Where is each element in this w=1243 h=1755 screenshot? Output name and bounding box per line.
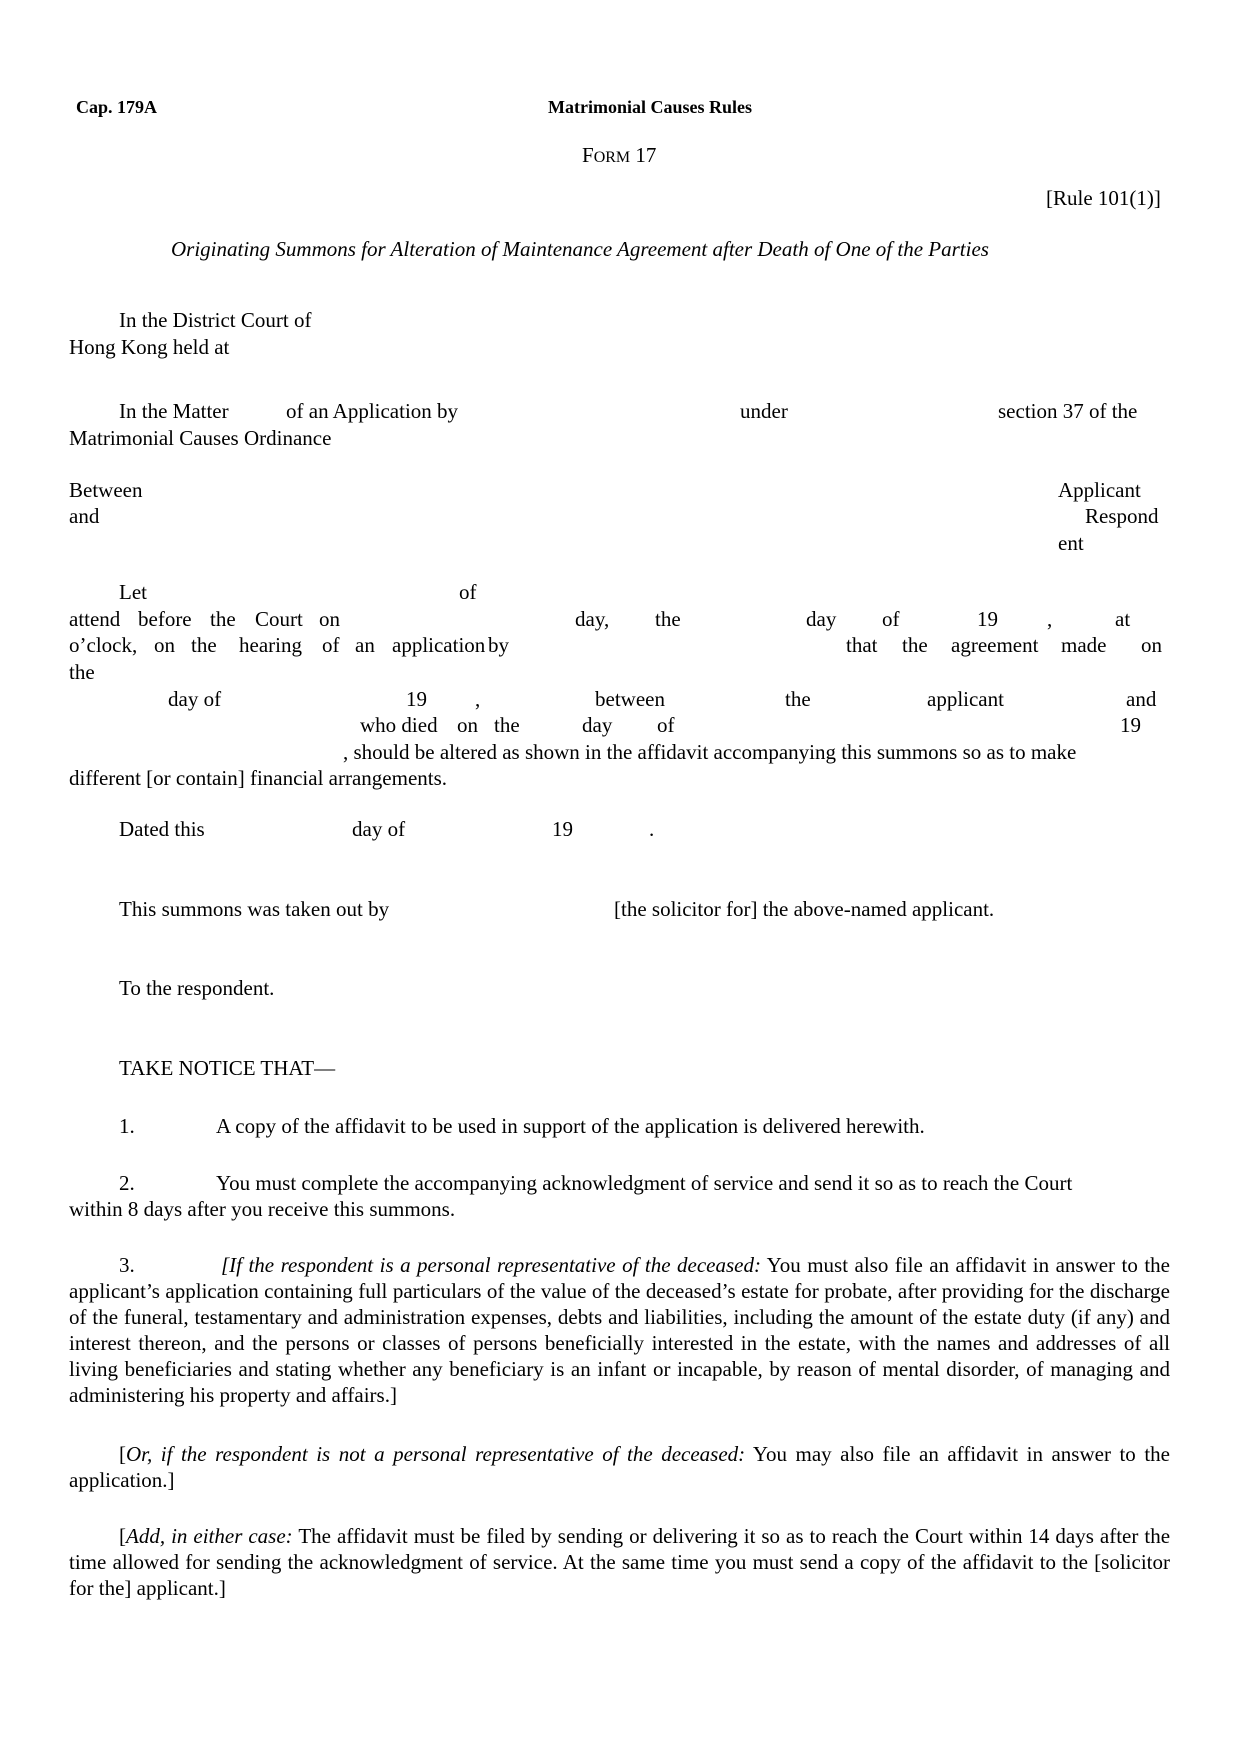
summons-line-3-w1: on	[154, 633, 175, 657]
either-text: The affidavit must be filed by sending or delivering it so as to reach the Court within 14 days after the time allowed for sending the acknowledgment of service. At the same time you must send a copy of the affidavit to the [solicitor for the] applicant.]	[69, 1524, 1171, 1600]
form-heading: Originating Summons for Alteration of Maintenance Agreement after Death of One of the Parties	[171, 237, 989, 261]
summons-line-6-w1: on	[457, 713, 478, 737]
summons-line-3-w12: on	[1141, 633, 1162, 657]
applicant-label: Applicant	[1058, 478, 1141, 502]
form-label-initial: F	[582, 143, 594, 167]
summons-line-3-w0: o’clock,	[69, 633, 138, 657]
summons-let: Let	[119, 580, 147, 604]
matter-section: section 37 of the	[998, 399, 1138, 423]
summons-line-6-w3: day	[582, 713, 613, 737]
summons-line-2-w11: at	[1115, 607, 1131, 631]
summons-line-5-w6: and	[1126, 687, 1157, 711]
summons-line-2-w8: of	[882, 607, 900, 631]
chapter-number: Cap. 179A	[76, 97, 158, 117]
notice-3-condition: [If the respondent is a personal representative of the deceased:	[221, 1253, 761, 1277]
summons-line-3-w11: made	[1061, 633, 1107, 657]
summons-line-3-w9: the	[902, 633, 928, 657]
either-open-bracket: [	[119, 1524, 126, 1548]
take-notice: TAKE NOTICE THAT—	[119, 1056, 336, 1080]
notice-3-paragraph	[69, 1252, 1170, 1408]
summons-line-6-w2: the	[494, 713, 520, 737]
summons-line-3-w3: hearing	[239, 633, 302, 657]
form-label	[582, 142, 656, 171]
summons-line-2-w9: 19	[977, 607, 998, 631]
summons-line-3-w8: that	[846, 633, 878, 657]
notice-3-number: 3.	[119, 1253, 135, 1277]
notice-3-text: You must also file an affidavit in answer to the applicant’s application containing full particulars of the value of the deceased’s estate for probate, after providing for the discharge of the funeral, testamentary and administration expenses, debts and liabilities, including the amount of the estate duty (if any) and interest thereon, and the persons or classes of persons beneficially interested in the estate, with the names and addresses of all living beneficiaries and stating whether any beneficiary is an infant or incapable, by reason of mental disorder, of managing and administering his property and affairs.]	[69, 1253, 1170, 1407]
form-label-rest: ORM	[593, 149, 631, 166]
summons-line-2-w3: Court	[255, 607, 303, 631]
rule-reference: [Rule 101(1)]	[1046, 186, 1161, 210]
either-condition: Add, in either case:	[126, 1524, 293, 1548]
summons-line-2-w5: day,	[575, 607, 610, 631]
matter-under: under	[740, 399, 788, 423]
summons-line-3-w7: by	[488, 633, 509, 657]
either-case-paragraph	[69, 1523, 1170, 1601]
matter-application-by: of an Application by	[286, 399, 459, 423]
summons-line-3-w6: application	[392, 633, 486, 657]
summons-line-2-w1: before	[138, 607, 192, 631]
to-respondent: To the respondent.	[119, 976, 275, 1000]
summons-line-6-w0: who died	[360, 713, 438, 737]
summons-line-5-w3: between	[595, 687, 665, 711]
summons-line-3-w2: the	[191, 633, 217, 657]
dated-period: .	[649, 817, 655, 841]
court-line-1: In the District Court of	[119, 308, 312, 332]
alternative-condition: Or, if the respondent is not a personal representative of the deceased:	[126, 1442, 746, 1466]
document-title: Matrimonial Causes Rules	[548, 97, 752, 117]
summons-line-5-w4: the	[785, 687, 811, 711]
summons-line-7: , should be altered as shown in the affidavit accompanying this summons so as to make	[343, 740, 1077, 764]
summons-line-2-w0: attend	[69, 607, 121, 631]
dated-day-of: day of	[352, 817, 406, 841]
summons-line-4: the	[69, 660, 95, 684]
summons-line-5-w1: 19	[406, 687, 427, 711]
alternative-paragraph	[69, 1441, 1170, 1493]
notice-1-text: A copy of the affidavit to be used in support of the application is delivered herewith.	[216, 1114, 925, 1138]
summons-line-2-w10: ,	[1047, 607, 1053, 631]
summons-line-8: different [or contain] financial arrangements.	[69, 766, 448, 790]
respondent-label-part1: Respond	[1085, 504, 1159, 528]
taken-out-solicitor: [the solicitor for] the above-named applicant.	[614, 897, 995, 921]
notice-1-number: 1.	[119, 1114, 135, 1138]
matter-ordinance: Matrimonial Causes Ordinance	[69, 426, 332, 450]
summons-line-2-w6: the	[655, 607, 681, 631]
summons-line-3-w5: an	[355, 633, 375, 657]
summons-line-2-w4: on	[319, 607, 340, 631]
respondent-label-part2: ent	[1058, 531, 1084, 555]
summons-line-2-w7: day	[806, 607, 837, 631]
alternative-text: You may also file an affidavit in answer to the application.]	[69, 1442, 1170, 1492]
summons-line-6-w4: of	[657, 713, 675, 737]
dated-label: Dated this	[119, 817, 205, 841]
summons-line-5-w5: applicant	[927, 687, 1004, 711]
form-number: 17	[635, 143, 657, 167]
summons-line-5-w2: ,	[475, 687, 481, 711]
notice-2-rest: within 8 days after you receive this summons.	[69, 1197, 456, 1221]
summons-of: of	[459, 580, 477, 604]
court-line-2: Hong Kong held at	[69, 335, 230, 359]
notice-2-line-1: You must complete the accompanying acknowledgment of service and send it so as to reach the Court	[216, 1171, 1073, 1195]
notice-2-number: 2.	[119, 1171, 135, 1195]
summons-line-3-w4: of	[322, 633, 340, 657]
dated-year: 19	[552, 817, 573, 841]
summons-line-2-w2: the	[210, 607, 236, 631]
between-label: Between	[69, 478, 143, 502]
summons-line-3-w10: agreement	[951, 633, 1039, 657]
matter-in-the-matter: In the Matter	[119, 399, 229, 423]
alternative-open-bracket: [	[119, 1442, 126, 1466]
summons-line-5-w0: day of	[168, 687, 222, 711]
taken-out-by: This summons was taken out by	[119, 897, 390, 921]
and-label: and	[69, 504, 100, 528]
summons-line-6-w5: 19	[1120, 713, 1141, 737]
